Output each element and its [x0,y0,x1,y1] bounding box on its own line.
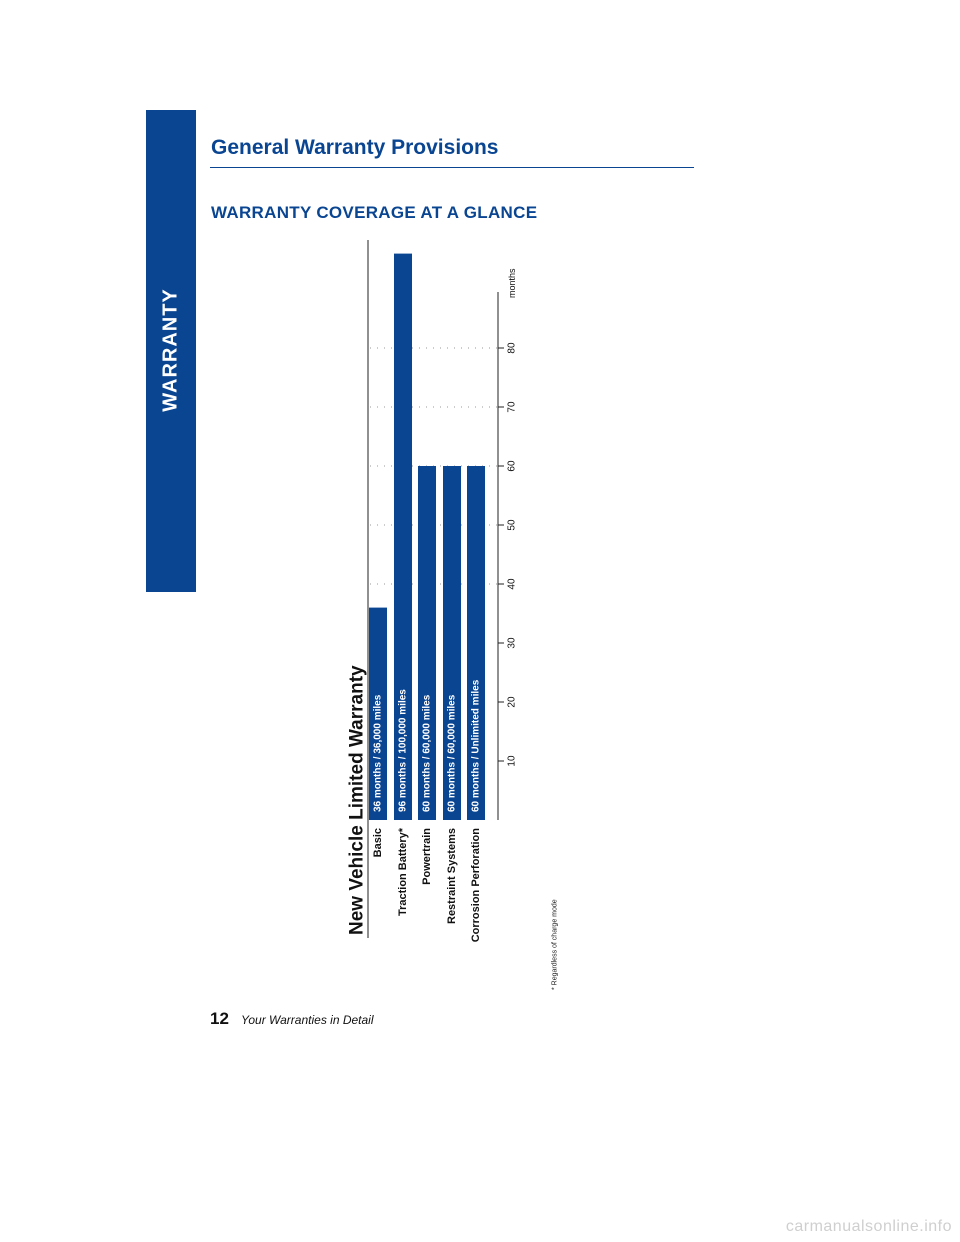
category-label: Traction Battery* [397,828,409,917]
axis-tick-label: 70 [506,401,518,413]
chart-title: New Vehicle Limited Warranty [346,665,368,935]
bar-label: 60 months / 60,000 miles [421,694,433,812]
axis-tick-label: 60 [506,460,518,472]
axis-tick-label: 10 [506,755,518,767]
footer-text: Your Warranties in Detail [241,1013,374,1027]
axis-tick-label: 80 [506,342,518,354]
bar-label: 36 months / 36,000 miles [372,694,384,812]
watermark: carmanualsonline.info [785,1218,952,1235]
bar-label: 60 months / 60,000 miles [446,694,458,812]
axis-tick-label: 40 [506,578,518,590]
bar-label: 60 months / Unlimited miles [470,679,482,812]
axis-tick-label: 50 [506,519,518,531]
page-title: General Warranty Provisions [211,136,499,159]
bar-label: 96 months / 100,000 miles [397,689,409,812]
chart-footnote: * Regardless of charge mode [551,899,559,990]
category-label: Basic [372,828,384,858]
axis-tick-label: 20 [506,696,518,708]
category-label: Powertrain [421,828,433,885]
axis-tick-label: 30 [506,637,518,649]
side-tab-label: WARRANTY [159,288,182,412]
page-number: 12 [210,1009,229,1028]
axis-unit-label: months [507,268,517,298]
category-label: Restraint Systems [446,828,458,924]
category-label: Corrosion Perforation [470,828,482,943]
section-subtitle: WARRANTY COVERAGE AT A GLANCE [211,203,538,222]
